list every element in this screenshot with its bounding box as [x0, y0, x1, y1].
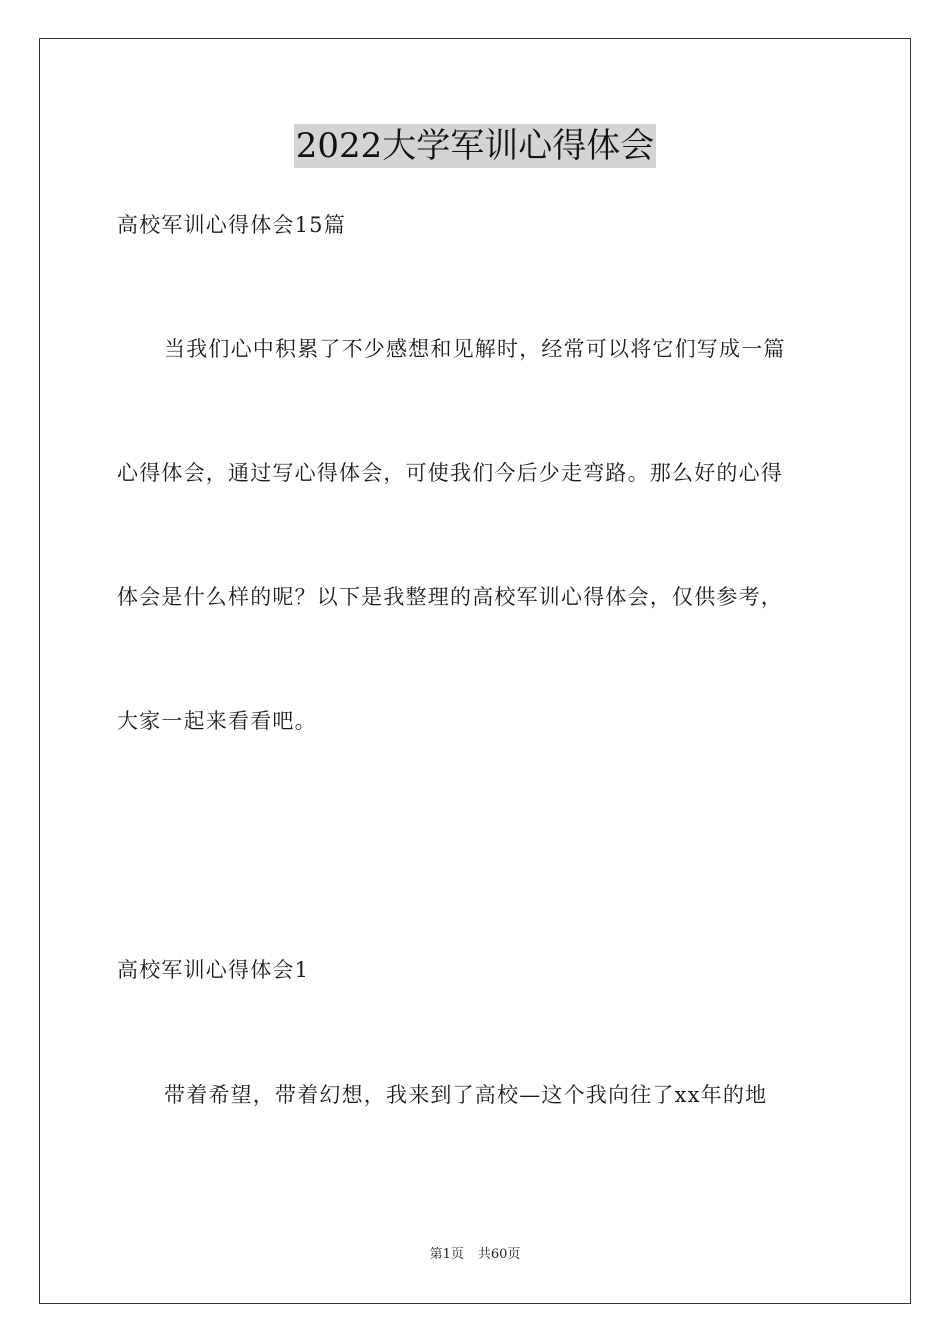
page-footer: [0, 1246, 950, 1264]
page-number-total: 共60页: [477, 1247, 521, 1262]
section-line: 带着希望，带着幻想，我来到了高校—这个我向往了xx年的地: [164, 1083, 768, 1107]
document-title: 2022大学军训心得体会: [295, 126, 655, 166]
intro-line: 体会是什么样的呢？以下是我整理的高校军训心得体会，仅供参考，: [117, 585, 783, 609]
document-subtitle: 高校军训心得体会15篇: [117, 213, 346, 237]
intro-line: 大家一起来看看吧。: [117, 709, 317, 733]
page-number-current: 第1页: [429, 1247, 464, 1262]
intro-line: 当我们心中积累了不少感想和见解时，经常可以将它们写成一篇: [164, 337, 786, 361]
section-heading: 高校军训心得体会1: [117, 958, 310, 982]
title-container: [0, 124, 950, 168]
intro-line: 心得体会，通过写心得体会，可使我们今后少走弯路。那么好的心得: [117, 461, 783, 485]
